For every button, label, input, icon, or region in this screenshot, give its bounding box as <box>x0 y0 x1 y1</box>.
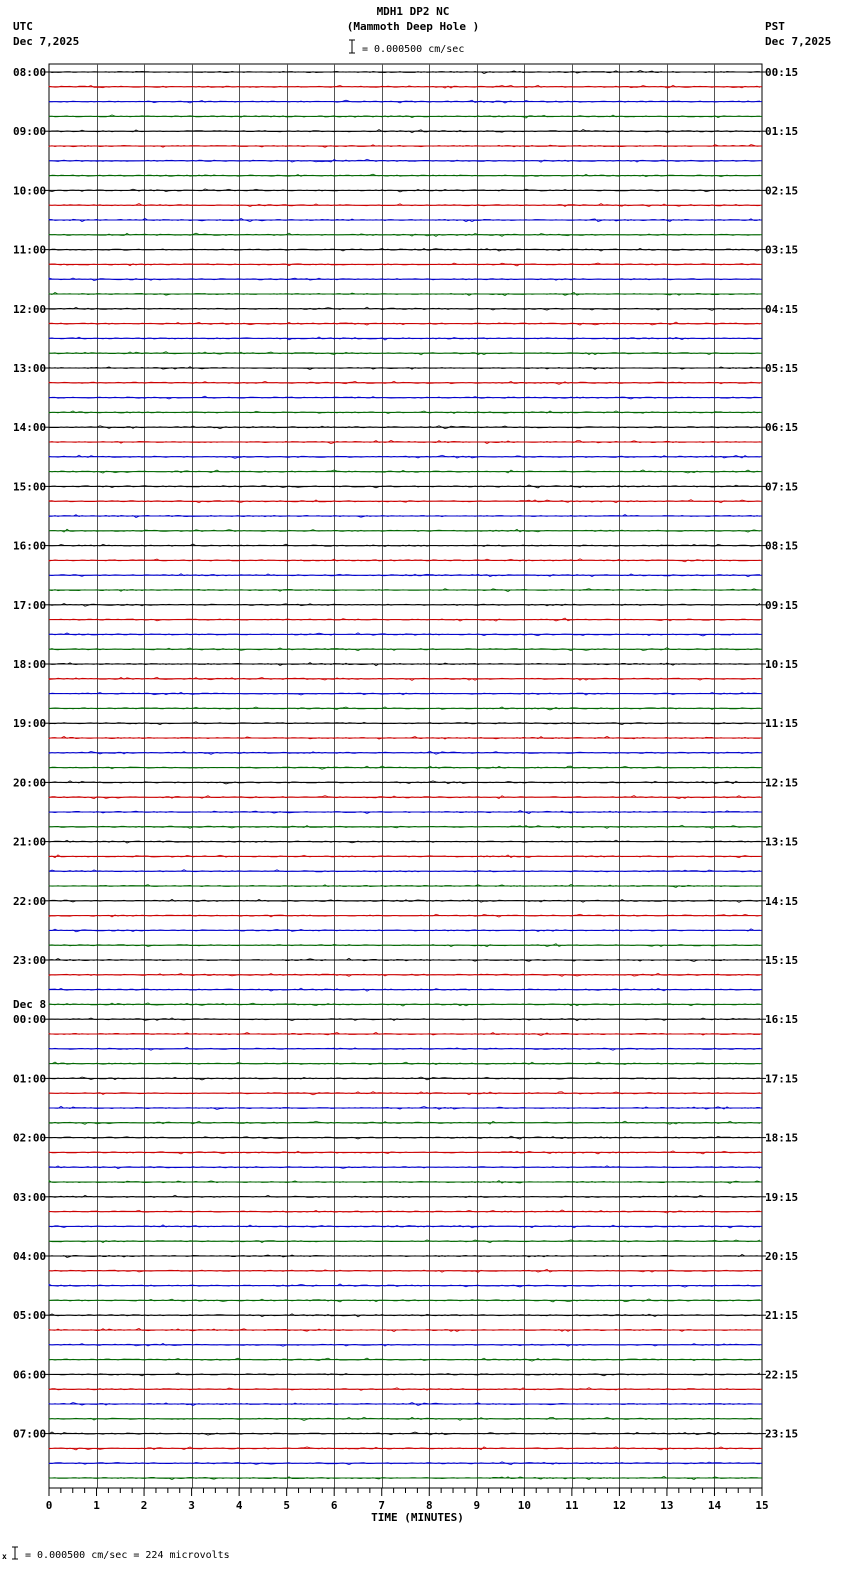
pst-hour-label: 05:15 <box>765 362 799 375</box>
utc-hour-label: 20:00 <box>13 776 47 790</box>
pst-hour-label: 20:15 <box>765 1250 799 1263</box>
utc-hour-label: 08:00 <box>13 66 47 79</box>
seismic-trace <box>49 1181 760 1184</box>
pst-hour-label: 06:15 <box>765 421 799 435</box>
seismic-trace <box>49 278 760 281</box>
seismic-trace <box>49 485 760 488</box>
seismic-trace <box>49 1106 760 1109</box>
seismic-trace <box>49 115 760 118</box>
footer-prefix-mark: x <box>2 1552 7 1561</box>
seismic-trace <box>49 1403 760 1406</box>
pst-hour-label: 00:15 <box>765 66 799 79</box>
seismic-trace <box>49 737 760 740</box>
seismic-trace <box>49 1477 760 1480</box>
pst-hour-label: 04:15 <box>765 302 799 316</box>
station-location: (Mammoth Deep Hole ) <box>346 20 480 33</box>
pst-hour-label: 15:15 <box>765 954 799 967</box>
seismic-traces <box>49 71 762 1480</box>
utc-hour-label: 12:00 <box>13 302 47 316</box>
utc-hour-label: 16:00 <box>13 539 47 553</box>
date-change-label: Dec 8 <box>13 998 47 1012</box>
utc-hour-label: 01:00 <box>13 1072 47 1086</box>
x-tick-label: 15 <box>755 1499 769 1512</box>
x-axis <box>46 1488 769 1524</box>
utc-hour-label: 00:00 <box>13 1013 47 1027</box>
seismic-trace <box>49 633 760 636</box>
seismic-trace <box>49 1417 760 1420</box>
pst-hour-label: 17:15 <box>765 1072 799 1086</box>
seismic-trace <box>49 988 760 991</box>
seismic-trace <box>49 766 760 769</box>
pst-hour-label: 21:15 <box>765 1309 799 1323</box>
utc-hour-label: 06:00 <box>13 1368 47 1382</box>
utc-hour-label: 05:00 <box>13 1309 47 1323</box>
x-tick-label: 7 <box>378 1499 386 1512</box>
seismic-trace <box>49 1151 760 1154</box>
seismic-trace <box>49 1018 760 1021</box>
utc-hour-label: 22:00 <box>13 894 47 908</box>
seismic-trace <box>49 1136 760 1139</box>
pst-hour-label: 22:15 <box>765 1368 799 1382</box>
seismic-trace <box>49 1255 760 1258</box>
left-timezone: UTC <box>13 20 33 33</box>
utc-hour-label: 04:00 <box>13 1250 47 1263</box>
seismic-trace <box>49 145 760 148</box>
utc-hour-label: 15:00 <box>13 480 47 494</box>
seismic-trace <box>49 1225 760 1228</box>
seismic-trace <box>49 1121 760 1124</box>
seismic-trace <box>49 1077 760 1080</box>
seismic-trace <box>49 1447 760 1450</box>
utc-hour-label: 13:00 <box>13 362 47 375</box>
x-tick-label: 13 <box>660 1499 674 1512</box>
utc-hour-label: 18:00 <box>13 658 47 671</box>
utc-hour-label: 09:00 <box>13 125 47 139</box>
footer-scale-note: = 0.000500 cm/sec = 224 microvolts <box>25 1550 230 1561</box>
x-tick-label: 14 <box>707 1499 722 1512</box>
x-tick-label: 2 <box>140 1499 148 1512</box>
seismic-trace <box>49 204 760 207</box>
seismic-trace <box>49 71 760 74</box>
seismic-trace <box>49 381 760 384</box>
pst-hour-label: 14:15 <box>765 894 799 908</box>
footer-scale-bar-icon <box>12 1547 18 1559</box>
x-tick-label: 4 <box>235 1499 243 1512</box>
seismic-trace <box>49 648 760 651</box>
utc-hour-label: 11:00 <box>13 243 47 257</box>
pst-hour-label: 12:15 <box>765 776 799 790</box>
x-tick-label: 9 <box>473 1499 481 1512</box>
station-title: MDH1 DP2 NC <box>376 5 450 18</box>
seismic-trace <box>49 1092 760 1095</box>
seismic-trace <box>49 796 760 799</box>
pst-hour-label: 11:15 <box>765 717 799 731</box>
right-timezone: PST <box>765 20 785 33</box>
x-tick-label: 12 <box>612 1499 627 1512</box>
seismic-trace <box>49 840 760 843</box>
seismic-trace <box>49 1299 760 1302</box>
left-date: Dec 7,2025 <box>13 35 80 48</box>
seismic-trace <box>49 263 760 266</box>
pst-hour-label: 08:15 <box>765 539 799 553</box>
pst-hour-label: 09:15 <box>765 598 799 612</box>
plot-grid <box>49 64 762 1488</box>
utc-hour-label: 10:00 <box>13 184 47 198</box>
utc-hour-label: 21:00 <box>13 835 47 849</box>
seismic-trace <box>49 1240 760 1243</box>
x-tick-label: 0 <box>45 1499 53 1512</box>
right-date: Dec 7,2025 <box>765 35 832 48</box>
x-tick-label: 10 <box>517 1499 531 1512</box>
pst-hour-label: 19:15 <box>765 1190 799 1204</box>
seismic-trace <box>49 470 760 473</box>
seismic-trace <box>49 174 760 177</box>
pst-hour-label: 03:15 <box>765 243 799 257</box>
plot-frame <box>49 64 762 1488</box>
x-tick-label: 1 <box>93 1499 100 1512</box>
utc-hour-label: 19:00 <box>13 717 47 731</box>
utc-hour-label: 02:00 <box>13 1131 47 1145</box>
seismic-trace <box>49 574 760 577</box>
utc-hour-label: 07:00 <box>13 1427 47 1441</box>
x-tick-label: 3 <box>188 1499 195 1512</box>
seismic-trace <box>49 751 760 754</box>
seismic-trace <box>49 515 760 518</box>
seismic-trace <box>49 396 760 399</box>
seismic-trace <box>49 233 760 236</box>
pst-hour-label: 10:15 <box>765 658 799 671</box>
utc-hour-label: 03:00 <box>13 1190 47 1204</box>
pst-hour-label: 02:15 <box>765 184 799 198</box>
x-tick-label: 6 <box>330 1499 338 1512</box>
seismic-trace <box>49 722 760 725</box>
x-tick-label: 8 <box>425 1499 433 1512</box>
x-axis-title: TIME (MINUTES) <box>371 1511 464 1524</box>
seismic-trace <box>49 603 760 606</box>
seismic-trace <box>49 426 760 429</box>
scale-bar-icon <box>349 40 355 53</box>
seismic-trace <box>49 529 760 532</box>
pst-hour-label: 13:15 <box>765 835 799 849</box>
seismic-trace <box>49 1462 760 1465</box>
pst-hour-label: 16:15 <box>765 1013 799 1027</box>
seismic-trace <box>49 1210 760 1213</box>
seismic-trace <box>49 130 760 133</box>
pst-hour-label: 23:15 <box>765 1427 799 1441</box>
seismic-trace <box>49 337 760 340</box>
x-tick-label: 5 <box>283 1499 290 1512</box>
pst-hour-label: 18:15 <box>765 1131 799 1145</box>
x-tick-label: 11 <box>565 1499 579 1512</box>
utc-hour-label: 17:00 <box>13 598 47 612</box>
pst-hour-label: 07:15 <box>765 480 799 494</box>
utc-hour-label: 14:00 <box>13 421 47 435</box>
scale-label: = 0.000500 cm/sec <box>362 44 465 55</box>
utc-hour-label: 23:00 <box>13 954 47 967</box>
seismic-trace <box>49 825 760 828</box>
pst-hour-label: 01:15 <box>765 125 799 139</box>
seismic-trace <box>49 1373 760 1376</box>
